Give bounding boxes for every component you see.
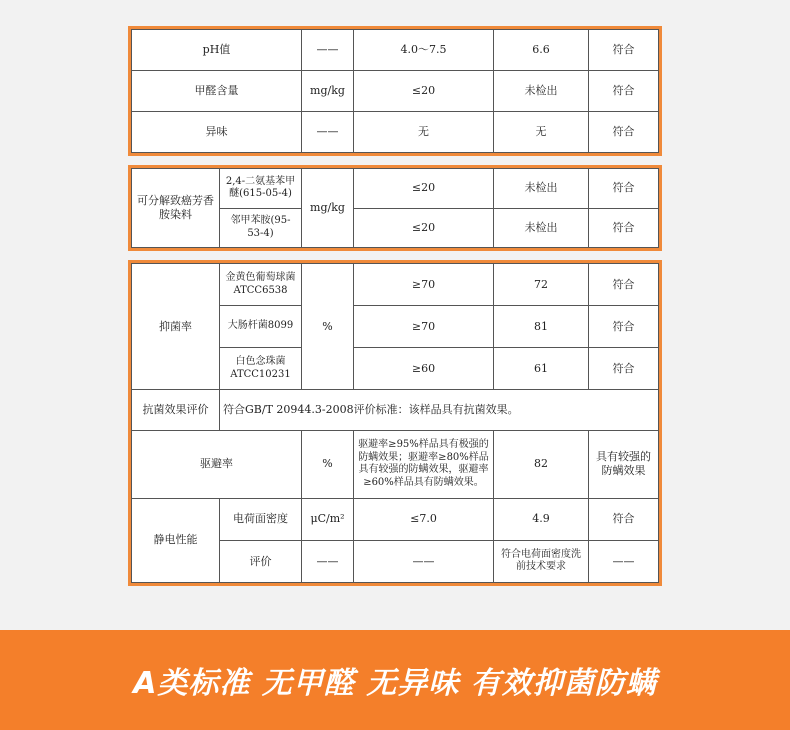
result-cell: 未检出 (494, 169, 589, 209)
item-cell: 异味 (132, 112, 302, 153)
sub-item-cell: 白色念珠菌ATCC10231 (220, 348, 302, 390)
table-row (132, 498, 659, 540)
result-cell: 符合电荷面密度洗前技术要求 (494, 540, 589, 582)
standard-cell: 无 (354, 112, 494, 153)
standard-cell: 4.0～7.5 (354, 30, 494, 71)
table-row (132, 264, 659, 306)
unit-cell: mg/kg (302, 71, 354, 112)
banner-slogan: A类标准 无甲醛 无异味 有效抑菌防螨 (133, 666, 657, 701)
verdict-cell: —— (589, 540, 659, 582)
standard-cell: ≥70 (354, 306, 494, 348)
table-row (132, 30, 659, 71)
result-cell: 82 (494, 430, 589, 498)
standard-cell: ≤20 (354, 71, 494, 112)
result-cell: 6.6 (494, 30, 589, 71)
promo-banner (0, 630, 790, 730)
unit-cell: —— (302, 540, 354, 582)
sub-item-cell: 大肠杆菌8099 (220, 306, 302, 348)
standard-cell: ≤20 (354, 169, 494, 209)
result-cell: 61 (494, 348, 589, 390)
unit-cell: % (302, 264, 354, 390)
table-row (132, 169, 659, 209)
sub-item-cell: 电荷面密度 (220, 498, 302, 540)
result-cell: 未检出 (494, 71, 589, 112)
table-functional-properties (128, 260, 662, 586)
unit-cell: —— (302, 112, 354, 153)
sub-item-cell: 金黄色葡萄球菌ATCC6538 (220, 264, 302, 306)
item-cell: 驱避率 (132, 430, 302, 498)
result-cell: 4.9 (494, 498, 589, 540)
standard-cell: 驱避率≥95%样品具有极强的防螨效果；驱避率≥80%样品具有较强的防螨效果，驱避率≥60%样品具有防螨效果。 (354, 430, 494, 498)
item-cell: 甲醛含量 (132, 71, 302, 112)
table-row (132, 430, 659, 498)
standard-cell: ≤20 (354, 208, 494, 248)
table-row (132, 112, 659, 153)
item-cell: 抑菌率 (132, 264, 220, 390)
item-cell: 抗菌效果评价 (132, 390, 220, 430)
result-cell: 72 (494, 264, 589, 306)
verdict-cell: 符合 (589, 208, 659, 248)
table-row (132, 71, 659, 112)
unit-cell: μC/m² (302, 498, 354, 540)
table-aromatic-amine-dyes (128, 165, 662, 251)
verdict-cell: 符合 (589, 112, 659, 153)
unit-cell: % (302, 430, 354, 498)
table-row (132, 390, 659, 430)
result-cell: 未检出 (494, 208, 589, 248)
standard-cell: ≤7.0 (354, 498, 494, 540)
sub-item-cell: 邻甲苯胺(95-53-4) (220, 208, 302, 248)
verdict-cell: 符合 (589, 348, 659, 390)
verdict-cell: 具有较强的防螨效果 (589, 430, 659, 498)
standard-cell: ≥70 (354, 264, 494, 306)
sub-item-cell: 评价 (220, 540, 302, 582)
verdict-cell: 符合 (589, 71, 659, 112)
table-basic-properties (128, 26, 662, 156)
standard-cell: ≥60 (354, 348, 494, 390)
item-cell: 可分解致癌芳香胺染料 (132, 169, 220, 248)
verdict-cell: 符合 (589, 306, 659, 348)
unit-cell: mg/kg (302, 169, 354, 248)
item-cell: 静电性能 (132, 498, 220, 582)
unit-cell: —— (302, 30, 354, 71)
evaluation-text: 符合GB/T 20944.3-2008评价标准：该样品具有抗菌效果。 (220, 390, 659, 430)
standard-cell: —— (354, 540, 494, 582)
verdict-cell: 符合 (589, 169, 659, 209)
verdict-cell: 符合 (589, 30, 659, 71)
item-cell: pH值 (132, 30, 302, 71)
verdict-cell: 符合 (589, 264, 659, 306)
result-cell: 无 (494, 112, 589, 153)
verdict-cell: 符合 (589, 498, 659, 540)
result-cell: 81 (494, 306, 589, 348)
sub-item-cell: 2,4-二氨基苯甲醚(615-05-4) (220, 169, 302, 209)
